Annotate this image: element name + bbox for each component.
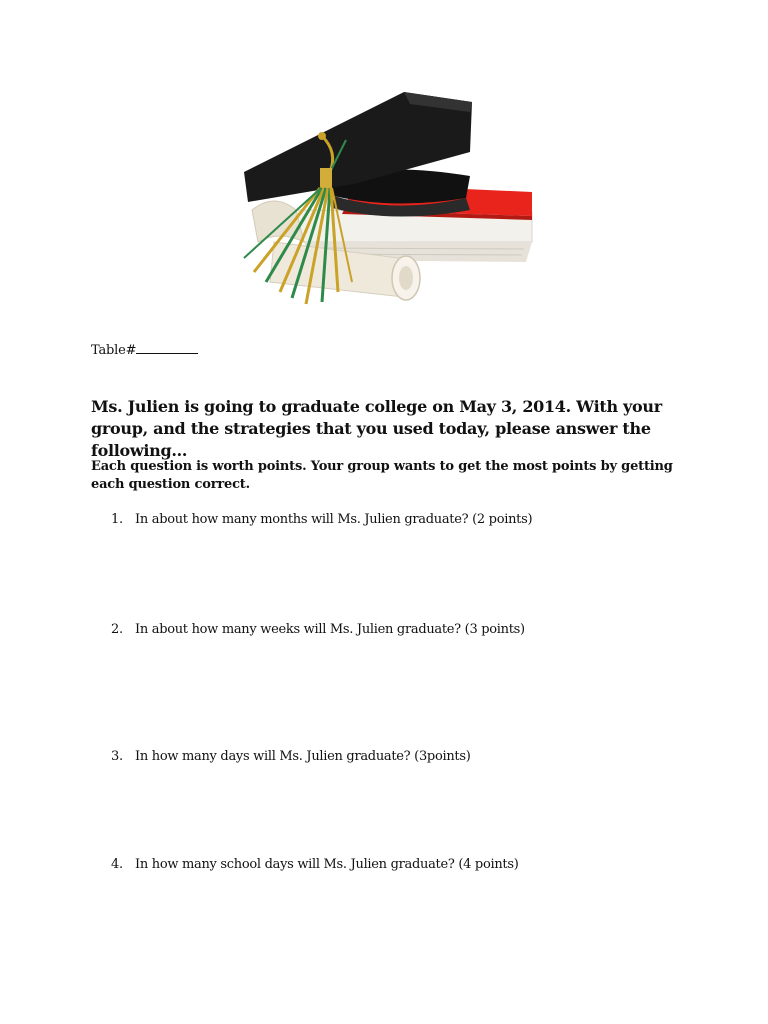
graduation-cap-illustration <box>234 92 534 312</box>
question-number: 3. <box>111 749 123 764</box>
question-number: 1. <box>111 512 123 527</box>
question-text: In about how many weeks will Ms. Julien graduate? (3 points) <box>135 622 525 637</box>
question-number: 4. <box>111 857 123 872</box>
table-number-line <box>91 342 198 358</box>
question-1 <box>111 512 532 527</box>
table-number-blank <box>136 342 198 354</box>
question-4 <box>111 857 518 872</box>
question-number: 2. <box>111 622 123 637</box>
points-note: Each question is worth points. Your group wants to get the most points by getting each question correct. <box>91 459 673 492</box>
question-3 <box>111 749 470 764</box>
intro-paragraph: Ms. Julien is going to graduate college on May 3, 2014. With your group, and the strategies that you used today, please answer the following… <box>91 397 662 460</box>
question-text: In how many school days will Ms. Julien graduate? (4 points) <box>135 857 519 872</box>
question-text: In about how many months will Ms. Julien graduate? (2 points) <box>135 512 533 527</box>
mortarboard-icon <box>244 92 472 217</box>
question-text: In how many days will Ms. Julien graduate? (3points) <box>135 749 471 764</box>
question-2 <box>111 622 525 637</box>
table-number-label: Table# <box>91 343 137 358</box>
